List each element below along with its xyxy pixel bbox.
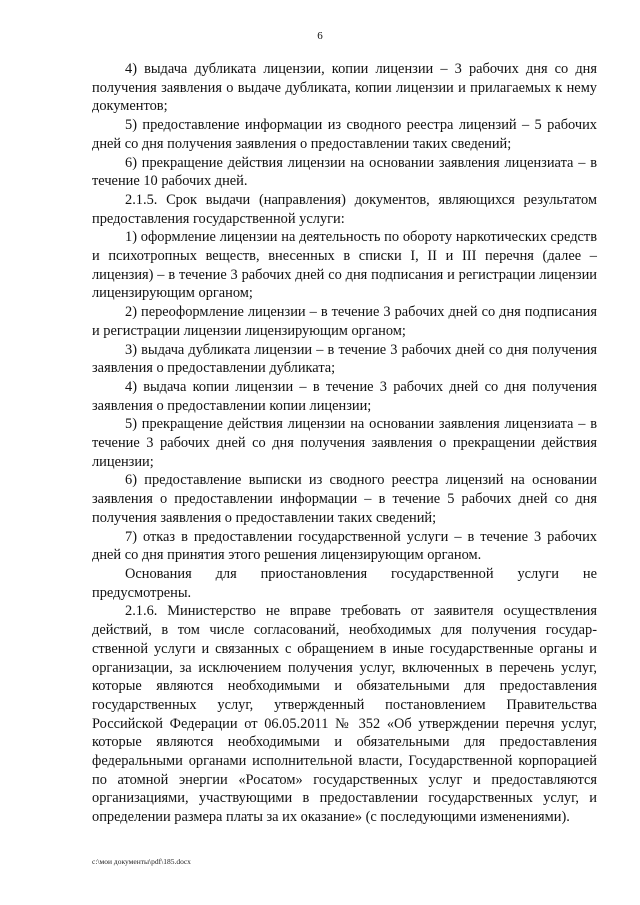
- paragraph-item-4-duplicate-copy: 4) выдача дубликата лицензии, копии лицензии – 3 рабочих дня со дня получения заявления о выдаче дубликата, копии лицензии и прилагаемых к нему документов;: [92, 61, 597, 115]
- paragraph-section-2-1-5: 2.1.5. Срок выдачи (направления) документов, являющихся результатом предоставления государственной услуги:: [92, 191, 597, 227]
- paragraph-result-5: 5) прекращение действия лицензии на основании заявления лицензиата – в течение 3 рабочих дней со дня получения заявления о прекращении действия лицензии;: [92, 416, 597, 470]
- file-path-footer: c:\мои документы\pdf\185.docx: [92, 857, 191, 866]
- paragraph-result-7: 7) отказ в предоставлении государственной услуги – в течение 3 рабочих дней со дня принятия этого решения лицензирующим органом.: [92, 528, 597, 564]
- paragraph-item-5-registry-info: 5) предоставление информации из сводного реестра лицензий – 5 рабочих дней со дня получения заявления о предоставлении таких сведений;: [92, 117, 597, 152]
- paragraph-result-4: 4) выдача копии лицензии – в течение 3 рабочих дней со дня получения заявления о предоставлении копии лицензии;: [92, 378, 597, 414]
- paragraph-result-3: 3) выдача дубликата лицензии – в течение 3 рабочих дней со дня получения заявления о предоставлении дубликата;: [92, 341, 597, 377]
- paragraph-item-6-termination: 6) прекращение действия лицензии на основании заявления лицензиата – в течение 10 рабочих дней.: [92, 154, 597, 190]
- paragraph-section-2-1-6: 2.1.6. Министерство не вправе требовать от заявителя осуществления действий, в том числе согласований, необходимых для получения государственной услуги и связанных с обращением в иные государственные органы и организации, за исключением получения услуг, включенных в перечень услуг, которые являются необходимыми и обязательными для предоставления государственных услуг, утвержденный постановлением Правительства Российской Федерации от 06.05.2011 № 352 «Об утверждении перечня услуг, которые являются необходимыми и обязательными для предоставления федеральными органами исполнительной власти, Государственной корпорацией по атомной энергии «Росатом» государственных услуг и предоставляются организациями, участвующими в предоставлении государственных услуг, и определении размера платы за их оказание» (с последующими изменениями).: [92, 603, 597, 826]
- page-number: 6: [317, 30, 323, 42]
- paragraph-suspension-grounds: Основания для приостановления государственной услуги не предусмотрены.: [92, 565, 597, 601]
- document-body: [92, 60, 597, 827]
- paragraph-result-6: 6) предоставление выписки из сводного реестра лицензий на основании заявления о предоставлении информации – в течение 5 рабочих дней со дня получения заявления о предоставлении таких сведений;: [92, 472, 597, 526]
- paragraph-result-2: 2) переоформление лицензии – в течение 3 рабочих дней со дня подписания и регистрации лицензии лицензирующим органом;: [92, 304, 597, 339]
- paragraph-result-1: 1) оформление лицензии на деятельность по обороту наркотических средств и психотропных веществ, внесенных в списки I, II и III перечня (далее – лицензия) – в течение 3 рабочих дней со дня подписания и регистрации лицензии лицензирующим органом;: [92, 229, 597, 302]
